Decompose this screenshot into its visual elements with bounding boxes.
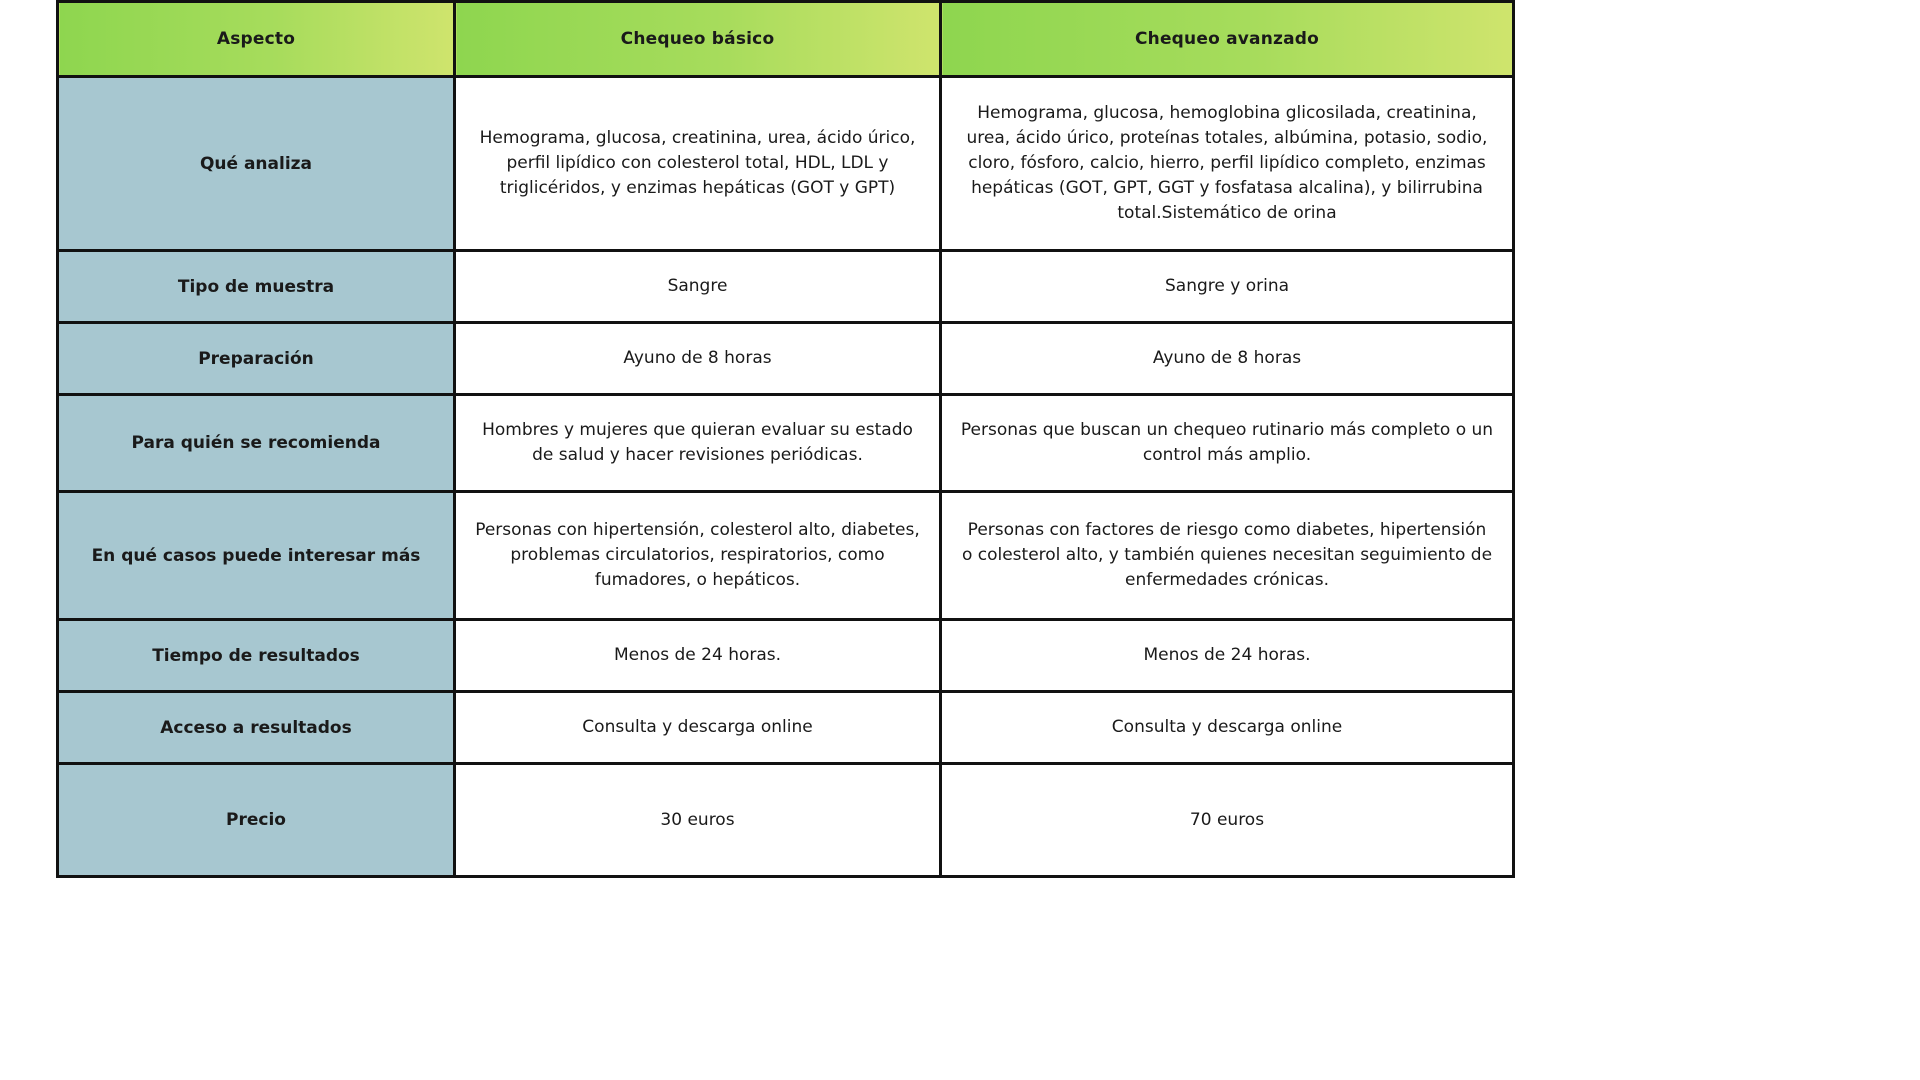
basic-value-cell: 30 euros: [455, 764, 941, 877]
basic-value-cell: Personas con hipertensión, colesterol alto, diabetes, problemas circulatorios, respiratorios, como fumadores, o hepáticos.: [455, 492, 941, 620]
table-row-analyzes: [58, 77, 1514, 251]
aspect-cell: Tipo de muestra: [58, 251, 455, 323]
advanced-value-cell: Personas que buscan un chequeo rutinario más completo o un control más amplio.: [941, 395, 1514, 492]
comparison-table: [56, 0, 1515, 878]
aspect-cell: Tiempo de resultados: [58, 620, 455, 692]
aspect-cell: Qué analiza: [58, 77, 455, 251]
advanced-value-cell: Hemograma, glucosa, hemoglobina glicosilada, creatinina, urea, ácido úrico, proteínas totales, albúmina, potasio, sodio, cloro, fósforo, calcio, hierro, perfil lipídico completo, enzimas hepáticas (GOT, GPT, GGT y fosfatasa alcalina), y bilirrubina total.Sistemático de orina: [941, 77, 1514, 251]
table-row-when-interesting: [58, 492, 1514, 620]
basic-value-cell: Sangre: [455, 251, 941, 323]
table-row-price: [58, 764, 1514, 877]
basic-value-cell: Consulta y descarga online: [455, 692, 941, 764]
header-basic-checkup: Chequeo básico: [455, 2, 941, 77]
basic-value-cell: Hombres y mujeres que quieran evaluar su estado de salud y hacer revisiones periódicas.: [455, 395, 941, 492]
basic-value-cell: Menos de 24 horas.: [455, 620, 941, 692]
aspect-cell: Acceso a resultados: [58, 692, 455, 764]
table-row-results-access: [58, 692, 1514, 764]
aspect-cell: Precio: [58, 764, 455, 877]
basic-value-cell: Hemograma, glucosa, creatinina, urea, ácido úrico, perfil lipídico con colesterol total, HDL, LDL y triglicéridos, y enzimas hepáticas (GOT y GPT): [455, 77, 941, 251]
header-advanced-checkup: Chequeo avanzado: [941, 2, 1514, 77]
advanced-value-cell: Menos de 24 horas.: [941, 620, 1514, 692]
table-row-results-time: [58, 620, 1514, 692]
basic-value-cell: Ayuno de 8 horas: [455, 323, 941, 395]
aspect-cell: En qué casos puede interesar más: [58, 492, 455, 620]
advanced-value-cell: Consulta y descarga online: [941, 692, 1514, 764]
table-row-sample-type: [58, 251, 1514, 323]
advanced-value-cell: Sangre y orina: [941, 251, 1514, 323]
advanced-value-cell: 70 euros: [941, 764, 1514, 877]
header-aspect: Aspecto: [58, 2, 455, 77]
aspect-cell: Preparación: [58, 323, 455, 395]
advanced-value-cell: Personas con factores de riesgo como diabetes, hipertensión o colesterol alto, y también quienes necesitan seguimiento de enfermedades crónicas.: [941, 492, 1514, 620]
table-row-recommended-for: [58, 395, 1514, 492]
table-row-preparation: [58, 323, 1514, 395]
aspect-cell: Para quién se recomienda: [58, 395, 455, 492]
table-header-row: [58, 2, 1514, 77]
advanced-value-cell: Ayuno de 8 horas: [941, 323, 1514, 395]
